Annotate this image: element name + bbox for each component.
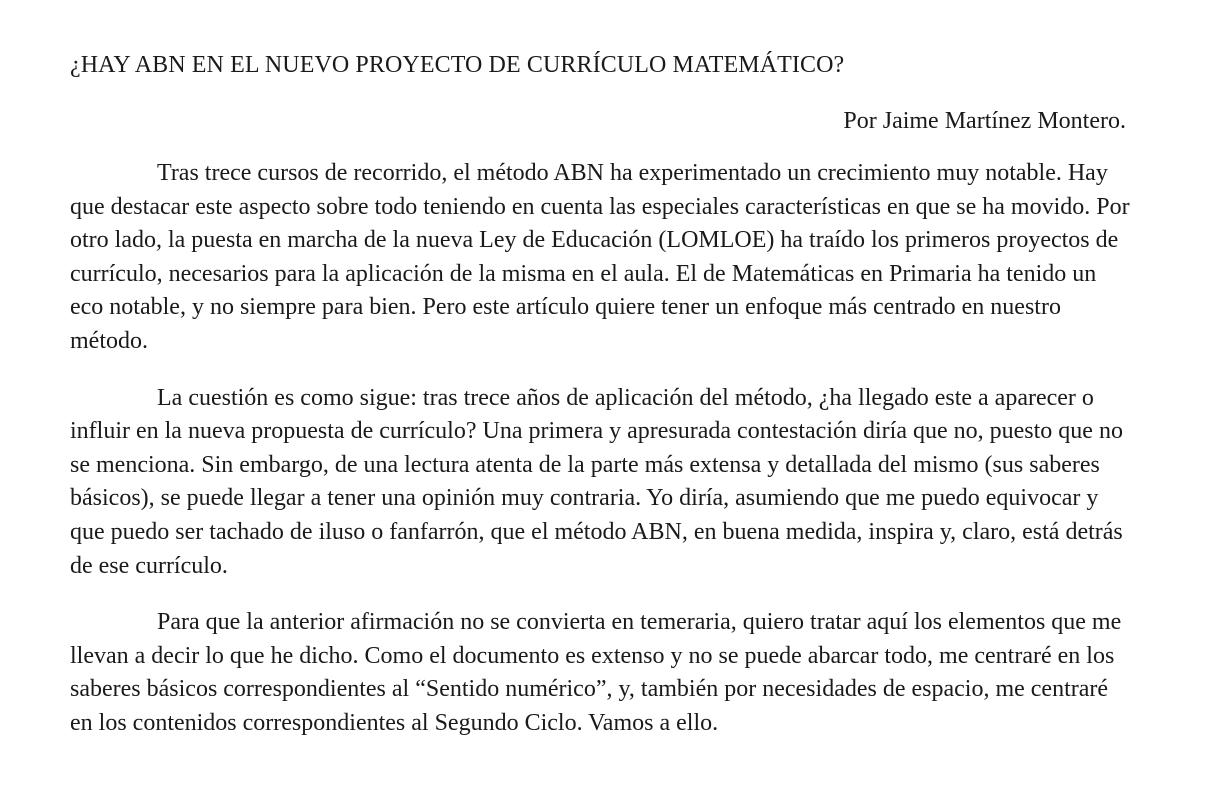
document-title: ¿HAY ABN EN EL NUEVO PROYECTO DE CURRÍCULO MATEMÁTICO? [70,52,845,78]
document-author: Por Jaime Martínez Montero. [843,108,1126,134]
document-page [70,48,1132,741]
paragraph-2: La cuestión es como sigue: tras trece años de aplicación del método, ¿ha llegado este a aparecer o influir en la nueva propuesta de currículo? Una primera y apresurada contestación diría que no, puesto que no se menciona. Sin embargo, de una lectura atenta de la parte más extensa y detallada del mismo (sus saberes básicos), se puede llegar a tener una opinión muy contraria. Yo diría, asumiendo que me puedo equivocar y que puedo ser tachado de iluso o fanfarrón, que el método ABN, en buena medida, inspira y, claro, está detrás de ese currículo. [70,384,1123,579]
paragraph-1: Tras trece cursos de recorrido, el método ABN ha experimentado un crecimiento muy notable. Hay que destacar este aspecto sobre todo teniendo en cuenta las especiales características en que se ha movido. Por otro lado, la puesta en marcha de la nueva Ley de Educación (LOMLOE) ha traído los primeros proyectos de currículo, necesarios para la aplicación de la misma en el aula. El de Matemáticas en Primaria ha tenido un eco notable, y no siempre para bien. Pero este artículo quiere tener un enfoque más centrado en nuestro método. [70,160,1130,354]
paragraph-3: Para que la anterior afirmación no se convierta en temeraria, quiero tratar aquí los elementos que me llevan a decir lo que he dicho. Como el documento es extenso y no se puede abarcar todo, me centraré en los saberes básicos correspondientes al “Sentido numérico”, y, también por necesidades de espacio, me centraré en los contenidos correspondientes al Segundo Ciclo. Vamos a ello. [70,609,1122,736]
document-body [70,157,1132,741]
